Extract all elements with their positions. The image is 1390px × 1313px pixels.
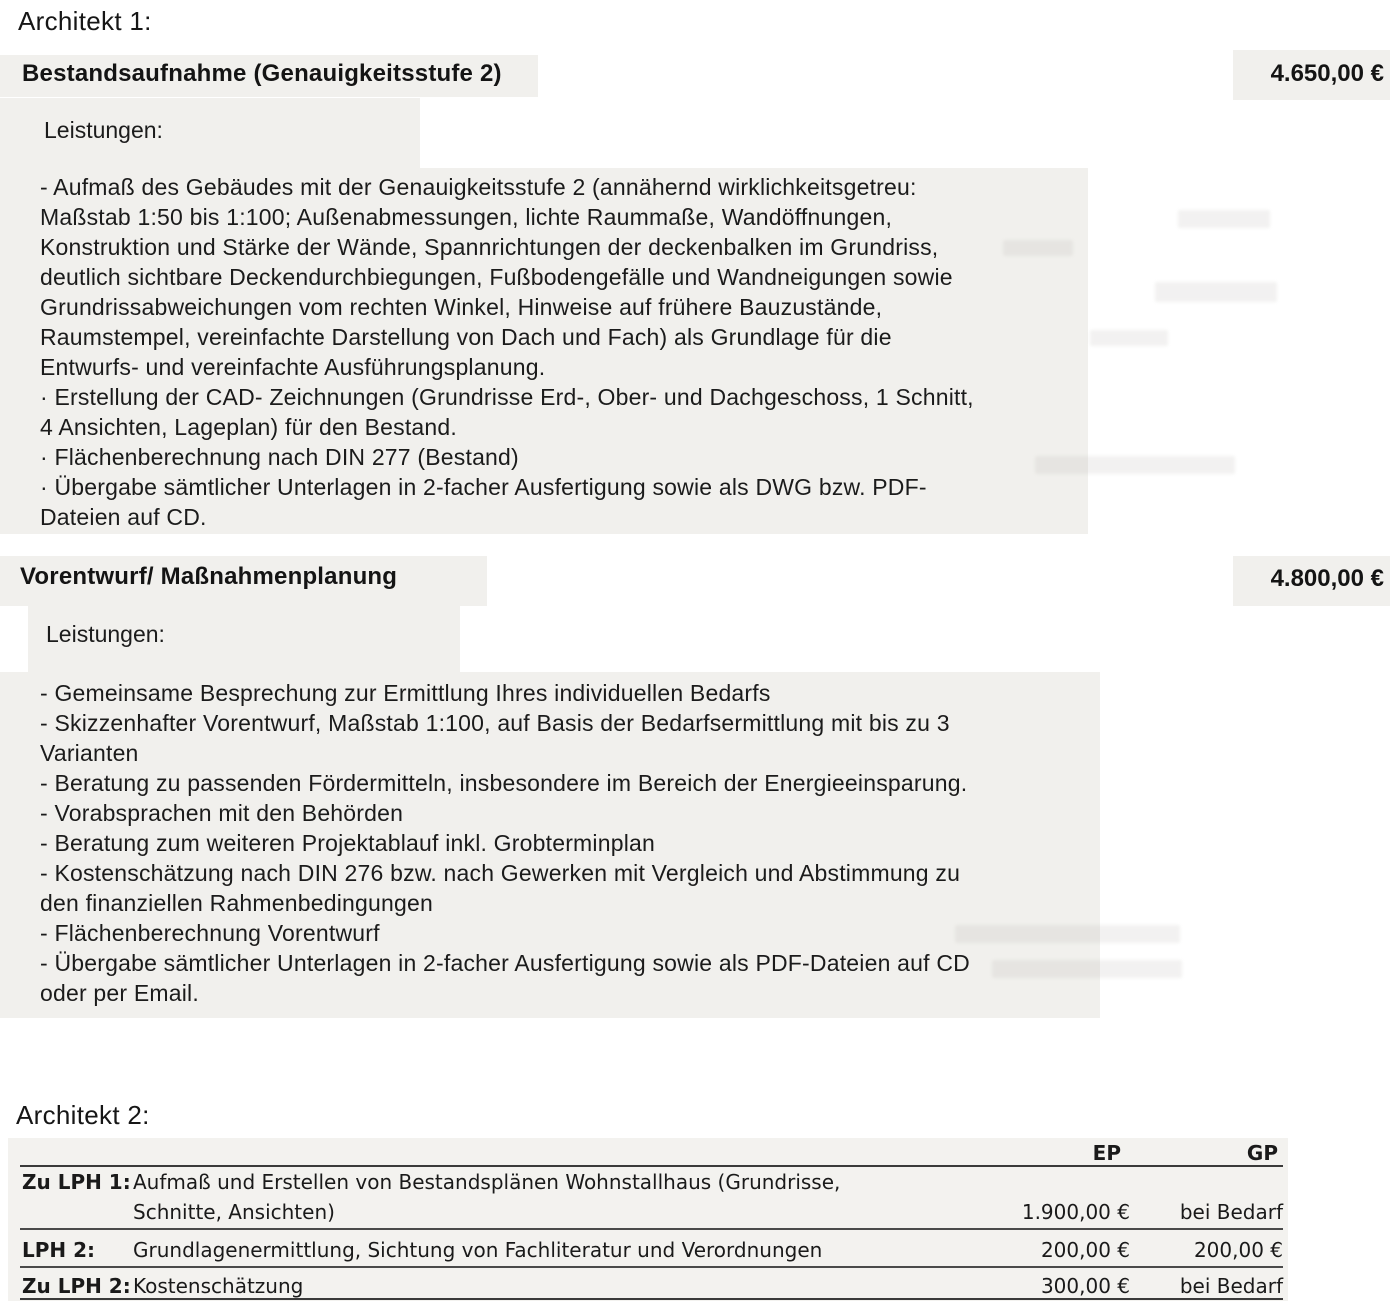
row-label: Zu LPH 1: xyxy=(22,1170,131,1194)
architect2-label: Architekt 2: xyxy=(16,1100,150,1130)
bleedthrough-artifact xyxy=(1155,282,1277,302)
text-line: - Beratung zu passenden Fördermitteln, insbesondere im Bereich der Energieeinsparung. xyxy=(40,770,968,796)
text-line: - Kostenschätzung nach DIN 276 bzw. nach Gewerken mit Vergleich und Abstimmung zu xyxy=(40,860,961,886)
text-line: Maßstab 1:50 bis 1:100; Außenabmessungen, lichte Raummaße, Wandöffnungen, xyxy=(40,204,893,230)
bleedthrough-artifact xyxy=(1090,330,1168,346)
gp-value: bei Bedarf xyxy=(1179,1274,1283,1298)
text-line: · Erstellung der CAD- Zeichnungen (Grundrisse Erd-, Ober- und Dachgeschoss, 1 Schnitt, xyxy=(40,384,974,410)
bleedthrough-artifact xyxy=(955,925,1180,943)
col-header-ep: EP xyxy=(1092,1141,1121,1165)
row-description: Schnitte, Ansichten) xyxy=(133,1200,335,1224)
table-rule xyxy=(20,1165,1283,1167)
section1-price: 4.650,00 € xyxy=(1270,60,1384,87)
text-line: - Gemeinsame Besprechung zur Ermittlung Ihres individuellen Bedarfs xyxy=(40,680,771,706)
gp-value: bei Bedarf xyxy=(1179,1200,1283,1224)
text-line: deutlich sichtbare Deckendurchbiegungen, Fußbodengefälle und Wandneigungen sowie xyxy=(40,264,953,290)
section2-service-lines xyxy=(40,678,970,1008)
text-line: Dateien auf CD. xyxy=(40,504,207,530)
text-line: · Übergabe sämtlicher Unterlagen in 2-facher Ausfertigung sowie als DWG bzw. PDF- xyxy=(40,474,927,500)
section1-service-lines xyxy=(40,172,974,532)
row-label: Zu LPH 2: xyxy=(22,1274,131,1298)
text-line: Varianten xyxy=(40,740,139,766)
text-line: · Flächenberechnung nach DIN 277 (Bestand) xyxy=(40,444,519,470)
bleedthrough-artifact xyxy=(1003,240,1073,256)
section1-services-label: Leistungen: xyxy=(44,117,163,143)
text-line: Raumstempel, vereinfachte Darstellung von Dach und Fach) als Grundlage für die xyxy=(40,324,892,350)
row-description: Grundlagenermittlung, Sichtung von Fachliteratur und Verordnungen xyxy=(133,1238,823,1262)
text-line: den finanziellen Rahmenbedingungen xyxy=(40,890,433,916)
text-line: - Skizzenhafter Vorentwurf, Maßstab 1:100, auf Basis der Bedarfsermittlung mit bis zu 3 xyxy=(40,710,950,736)
text-line: - Aufmaß des Gebäudes mit der Genauigkeitsstufe 2 (annähernd wirklichkeitsgetreu: xyxy=(40,174,917,200)
ep-value: 300,00 € xyxy=(1040,1274,1130,1298)
text-line: oder per Email. xyxy=(40,980,199,1006)
table-rule xyxy=(20,1266,1283,1268)
ep-value: 200,00 € xyxy=(1040,1238,1130,1262)
text-line: 4 Ansichten, Lageplan) für den Bestand. xyxy=(40,414,457,440)
text-line: - Flächenberechnung Vorentwurf xyxy=(40,920,380,946)
text-line: Entwurfs- und vereinfachte Ausführungsplanung. xyxy=(40,354,546,380)
text-line: Konstruktion und Stärke der Wände, Spannrichtungen der deckenbalken im Grundriss, xyxy=(40,234,939,260)
architect1-label: Architekt 1: xyxy=(18,6,152,36)
bleedthrough-artifact xyxy=(1035,456,1235,474)
col-header-gp: GP xyxy=(1246,1141,1278,1165)
section1-heading: Bestandsaufnahme (Genauigkeitsstufe 2) xyxy=(22,60,502,87)
text-line: - Übergabe sämtlicher Unterlagen in 2-facher Ausfertigung sowie als PDF-Dateien auf CD xyxy=(40,950,970,976)
table-rule xyxy=(20,1298,1283,1300)
row-description: Kostenschätzung xyxy=(133,1274,304,1298)
section2-price: 4.800,00 € xyxy=(1270,565,1384,592)
text-line: - Beratung zum weiteren Projektablauf inkl. Grobterminplan xyxy=(40,830,656,856)
row-description: Aufmaß und Erstellen von Bestandsplänen Wohnstallhaus (Grundrisse, xyxy=(133,1170,841,1194)
text-line: Grundrissabweichungen vom rechten Winkel, Hinweise auf frühere Bauzustände, xyxy=(40,294,883,320)
text-line: - Vorabsprachen mit den Behörden xyxy=(40,800,404,826)
ep-value: 1.900,00 € xyxy=(1021,1200,1130,1224)
bleedthrough-artifact xyxy=(1178,210,1270,228)
gp-value: 200,00 € xyxy=(1193,1238,1283,1262)
row-label: LPH 2: xyxy=(22,1238,96,1262)
section2-heading: Vorentwurf/ Maßnahmenplanung xyxy=(20,563,398,590)
table-rule xyxy=(20,1228,1283,1230)
bleedthrough-artifact xyxy=(992,960,1182,978)
section2-services-label: Leistungen: xyxy=(46,621,165,647)
